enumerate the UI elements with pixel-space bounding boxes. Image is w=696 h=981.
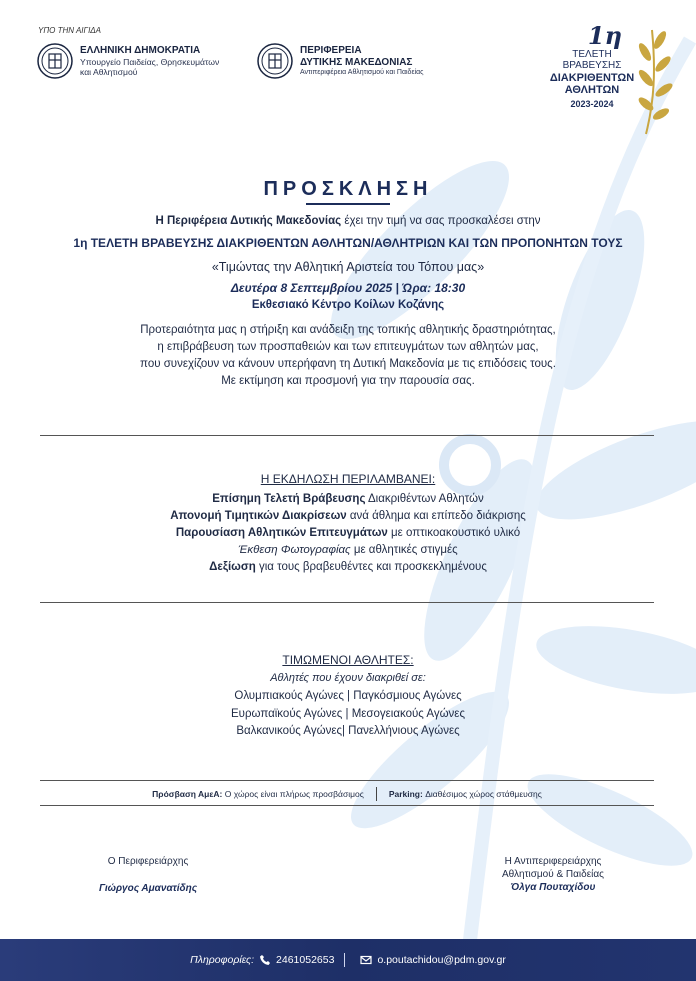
access-info [40,787,654,801]
ministry-title: ΕΛΛΗΝΙΚΗ ΔΗΜΟΚΡΑΤΙΑ [80,44,201,56]
ministry-line2: και Αθλητισμού [80,66,138,77]
item-rest: Διακριθέντων Αθλητών [365,493,484,505]
event-logo-line3: ΔΙΑΚΡΙΘΕΝΤΩΝ [549,72,635,84]
region-line2: ΔΥΤΙΚΗΣ ΜΑΚΕΔΟΝΙΑΣ [300,56,413,68]
parking-info [389,789,542,799]
region-line1: ΠΕΡΙΦΕΡΕΙΑ [300,45,362,57]
greek-coat-of-arms-icon [36,42,74,80]
event-logo-line4: ΑΘΛΗΤΩΝ [564,84,620,96]
parking-text: Διαθέσιμος χώρος στάθμευσης [422,789,542,799]
ministry-line1: Υπουργείο Παιδείας, Θρησκευμάτων [80,56,220,67]
region-seal-icon [256,42,294,80]
accessibility-label: Πρόσβαση ΑμεΑ: [152,789,223,799]
honorees-heading: ΤΙΜΩΜΕΝΟΙ ΑΘΛΗΤΕΣ: [282,653,414,667]
divider [40,435,654,436]
program-heading: Η ΕΚΔΗΛΩΣΗ ΠΕΡΙΛΑΜΒΑΝΕΙ: [260,472,436,486]
under-aegis-label: ΥΠΟ ΤΗΝ ΑΙΓΙΔΑ [38,26,101,35]
list-item [0,491,696,508]
separator [376,787,377,801]
info-label: Πληροφορίες: [190,954,255,966]
event-date: Δευτέρα 8 Σεπτεμβρίου 2025 | [230,281,399,295]
item-bold: Επίσημη Τελετή Βράβευσης [212,493,366,505]
item-rest: με αθλητικές στιγμές [350,544,458,556]
signature-left [78,855,218,895]
event-datetime [0,281,696,295]
item-bold: Έκθεση Φωτογραφίας [238,544,351,556]
ministry-logo [36,42,219,80]
divider [40,805,654,806]
host-name: Η Περιφέρεια Δυτικής Μακεδονίας [155,215,342,227]
invitation-paragraph [0,322,696,373]
list-item [0,542,696,559]
event-venue: Εκθεσιακό Κέντρο Κοίλων Κοζάνης [251,299,445,311]
signer-name: Γιώργος Αμανατίδης [98,883,198,894]
event-time: Ώρα: 18:30 [398,281,466,295]
region-line3: Αντιπεριφέρεια Αθλητισμού και Παιδείας [300,68,424,76]
list-item: Βαλκανικούς Αγώνες| Πανελλήνιους Αγώνες [236,725,460,737]
signer-role: Ο Περιφερειάρχης [107,856,189,867]
honorees-list [0,688,696,741]
phone-icon [259,954,271,966]
signature-right [478,855,628,894]
item-rest: για τους βραβευθέντες και προσκεκλημένους [255,561,487,573]
event-logo-years: 2023-2024 [570,99,614,109]
signer-name: Όλγα Πουταχίδου [510,882,596,893]
paragraph-line: η επιβράβευση των προσπαθειών και των επιτευγμάτων των αθλητών μας, [157,341,539,353]
email-link[interactable]: o.poutachidou@pdm.gov.gr [377,954,506,966]
event-logo-line1: ΤΕΛΕΤΗ [572,49,612,60]
event-motto: «Τιμώντας την Αθλητική Αριστεία του Τόπου μας» [211,260,485,274]
list-item [0,559,696,576]
event-logo-line2: ΒΡΑΒΕΥΣΗΣ [562,60,622,71]
phone-link[interactable]: 2461052653 [276,954,335,966]
list-item [0,525,696,542]
footer-separator [344,953,345,967]
regards-text: Με εκτίμηση και προσμονή για την παρουσία σας. [221,375,475,387]
paragraph-line: που συνεχίζουν να κάνουν υπερήφανη τη Δυτική Μακεδονία με τις επιδόσεις τους. [140,358,556,370]
event-logo [542,22,674,138]
accessibility-text: Ο χώρος είναι πλήρως προσβάσιμος [222,789,364,799]
program-list [0,491,696,576]
list-item: Ευρωπαϊκούς Αγώνες | Μεσογειακούς Αγώνες [231,707,465,720]
divider [40,780,654,781]
region-logo [256,42,424,80]
divider [40,602,654,603]
title-underline [306,203,390,205]
signer-role: Αθλητισμού & Παιδείας [501,869,605,880]
list-item [0,508,696,525]
item-rest: ανά άθλημα και επίπεδο διάκρισης [346,510,526,522]
envelope-icon [360,954,372,966]
paragraph-line: Προτεραιότητα μας η στήριξη και ανάδειξη της τοπικής αθλητικής δραστηριότητας, [140,324,556,336]
item-bold: Απονομή Τιμητικών Διακρίσεων [170,510,347,522]
intro-text: έχει την τιμή να σας προσκαλέσει στην [341,215,541,227]
invitation-title: ΠΡΟΣΚΛΗΣΗ [263,178,433,200]
signer-role: Η Αντιπεριφερειάρχης [504,856,602,867]
item-bold: Παρουσίαση Αθλητικών Επιτευγμάτων [175,527,388,539]
parking-label: Parking: [388,789,423,799]
footer-bar [0,939,696,981]
event-name: 1η ΤΕΛΕΤΗ ΒΡΑΒΕΥΣΗΣ ΔΙΑΚΡΙΘΕΝΤΩΝ ΑΘΛΗΤΩΝ/ΑΘΛΗΤΡΙΩΝ ΚΑΙ ΤΩΝ ΠΡΟΠΟΝΗΤΩΝ ΤΟΥΣ [73,236,623,250]
list-item: Ολυμπιακούς Αγώνες | Παγκόσμιους Αγώνες [234,690,462,702]
event-logo-numeral: 1η [587,21,623,50]
item-bold: Δεξίωση [209,561,256,573]
invitation-intro [0,215,696,227]
accessibility-info [152,789,364,799]
honorees-intro: Αθλητές που έχουν διακριθεί σε: [270,672,426,684]
item-rest: με οπτικοακουστικό υλικό [387,527,521,539]
